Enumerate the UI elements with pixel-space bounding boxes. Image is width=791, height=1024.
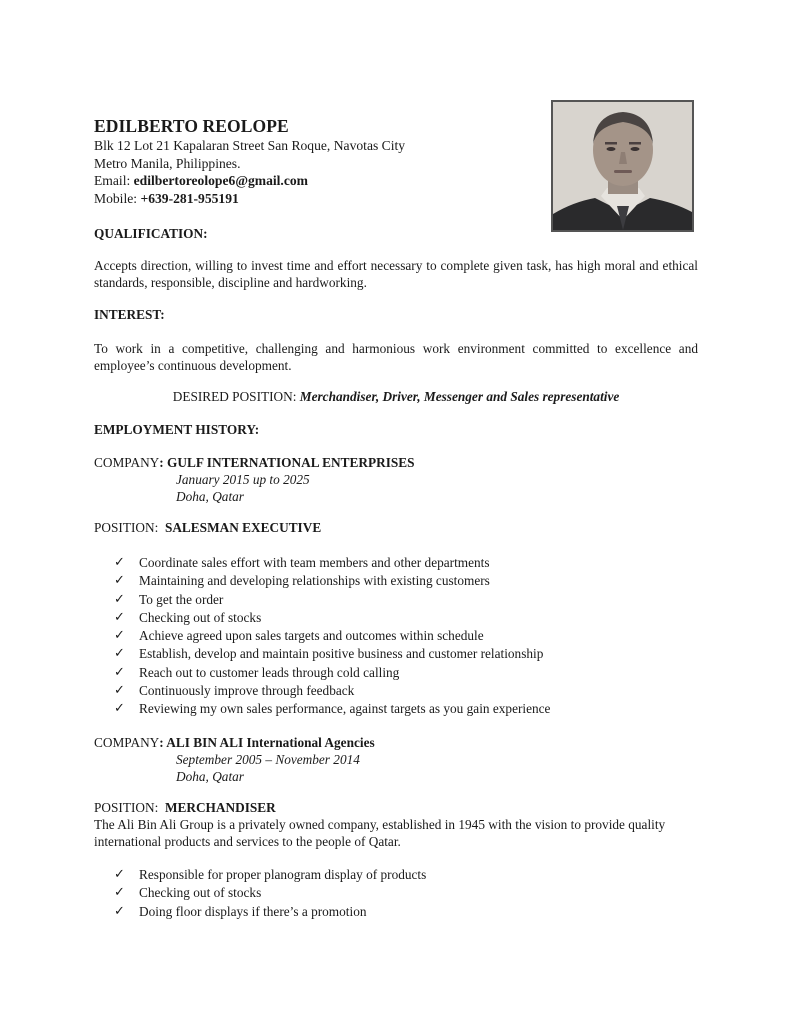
address-line-2: Metro Manila, Philippines. xyxy=(94,155,241,171)
desired-position-value: Merchandiser, Driver, Messenger and Sales representative xyxy=(299,389,620,404)
position-label: POSITION: xyxy=(94,520,159,535)
email-row xyxy=(94,172,405,190)
profile-photo xyxy=(551,100,694,232)
duty-item xyxy=(114,884,426,902)
email-label: Email: xyxy=(94,173,134,188)
duty-text: Doing floor displays if there’s a promotion xyxy=(139,903,367,919)
job-dates: January 2015 up to 2025 xyxy=(176,472,310,487)
job-2-company xyxy=(94,735,375,752)
address-line-1: Blk 12 Lot 21 Kapalaran Street San Roque, Navotas City xyxy=(94,138,406,153)
duty-item xyxy=(114,645,550,663)
duty-item xyxy=(114,903,426,921)
position-title: SALESMAN EXECUTIVE xyxy=(164,520,322,535)
job-1-position xyxy=(94,520,321,537)
company-name: : GULF INTERNATIONAL ENTERPRISES xyxy=(159,455,415,470)
duty-text: Checking out of stocks xyxy=(139,609,262,625)
check-mark-icon: ✓ xyxy=(114,683,125,699)
duty-item xyxy=(114,627,550,645)
company-name: : ALI BIN ALI International Agencies xyxy=(159,735,375,750)
mobile-value: +639-281-955191 xyxy=(140,190,239,206)
desired-position xyxy=(94,389,698,406)
qualification-heading: QUALIFICATION: xyxy=(94,226,208,241)
applicant-name: EDILBERTO REOLOPE xyxy=(94,116,289,136)
duty-text: Reviewing my own sales performance, against targets as you gain experience xyxy=(139,701,551,717)
interest-text: To work in a competitive, challenging and harmonious work environment committed to excellence and employee’s continuous development. xyxy=(94,341,698,373)
company-label: COMPANY xyxy=(94,455,160,470)
check-mark-icon: ✓ xyxy=(114,555,125,570)
job-location: Doha, Qatar xyxy=(176,489,244,504)
duty-text: Maintaining and developing relationships with existing customers xyxy=(139,573,490,589)
duty-text: Establish, develop and maintain positive business and customer relationship xyxy=(139,646,544,662)
duty-item xyxy=(114,609,550,627)
check-mark-icon: ✓ xyxy=(114,609,125,625)
mobile-label: Mobile: xyxy=(94,190,141,206)
contact-block xyxy=(94,137,405,207)
check-mark-icon: ✓ xyxy=(114,573,125,589)
job-1-meta xyxy=(176,471,310,505)
mobile-row xyxy=(94,190,405,208)
job-2-description: The Ali Bin Ali Group is a privately owned company, established in 1945 with the vision to provide quality international products and services to the people of Qatar. xyxy=(94,817,666,849)
job-2-position xyxy=(94,800,276,817)
check-mark-icon: ✓ xyxy=(114,867,125,882)
position-title: MERCHANDISER xyxy=(164,800,276,815)
company-label: COMPANY xyxy=(94,735,160,750)
qualification-text: Accepts direction, willing to invest time and effort necessary to complete given task, has high moral and ethical standards, responsible, discipline and hardworking. xyxy=(94,258,698,290)
duty-item xyxy=(114,682,550,700)
duty-text: To get the order xyxy=(139,591,224,607)
job-1-company xyxy=(94,455,415,472)
interest-heading: INTEREST: xyxy=(94,307,165,322)
job-dates: September 2005 – November 2014 xyxy=(176,752,360,767)
job-2-duties xyxy=(114,866,426,921)
duty-item xyxy=(114,866,426,884)
desired-position-label: DESIRED POSITION: xyxy=(172,389,300,404)
duty-item xyxy=(114,554,550,572)
check-mark-icon: ✓ xyxy=(114,591,125,607)
duty-item xyxy=(114,591,550,609)
check-mark-icon: ✓ xyxy=(114,664,125,680)
check-mark-icon: ✓ xyxy=(114,885,125,901)
duty-text: Achieve agreed upon sales targets and outcomes within schedule xyxy=(139,628,484,644)
job-1-duties xyxy=(114,554,550,719)
check-mark-icon: ✓ xyxy=(114,628,125,644)
check-mark-icon: ✓ xyxy=(114,646,125,662)
job-2-meta xyxy=(176,751,360,785)
duty-item xyxy=(114,572,550,590)
duty-text: Reach out to customer leads through cold calling xyxy=(139,664,400,680)
duty-item xyxy=(114,664,550,682)
position-label: POSITION: xyxy=(94,800,159,815)
duty-item xyxy=(114,700,550,718)
employment-heading: EMPLOYMENT HISTORY: xyxy=(94,422,260,437)
duty-text: Responsible for proper planogram display of products xyxy=(139,867,427,882)
email-value[interactable]: edilbertoreolope6@gmail.com xyxy=(133,173,308,188)
check-mark-icon: ✓ xyxy=(114,903,125,919)
check-mark-icon: ✓ xyxy=(114,701,125,717)
duty-text: Continuously improve through feedback xyxy=(139,683,355,699)
job-location: Doha, Qatar xyxy=(176,769,244,784)
duty-text: Coordinate sales effort with team members and other departments xyxy=(139,555,490,570)
portrait-image xyxy=(553,102,692,230)
duty-text: Checking out of stocks xyxy=(139,885,262,901)
